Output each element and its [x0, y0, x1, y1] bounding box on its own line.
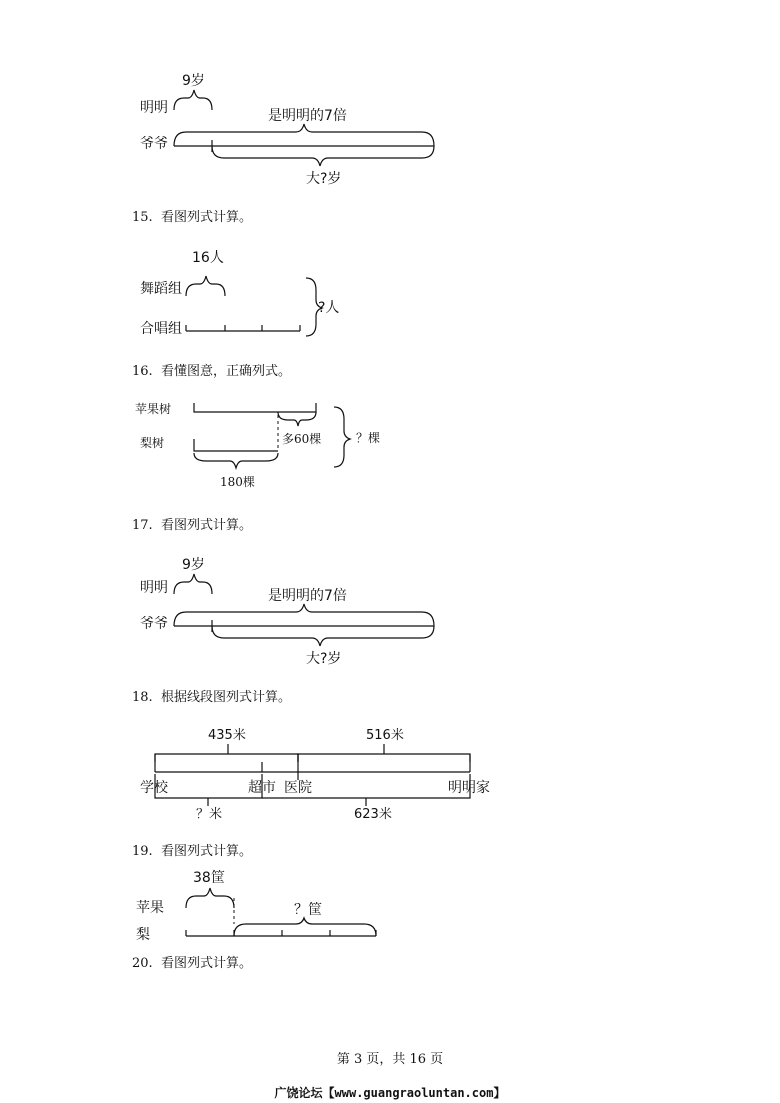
brace-label-9: 9岁 — [182, 73, 205, 89]
question-16: 16. 看懂图意，正确列式。 — [132, 364, 291, 379]
brace-label-7x: 是明明的7倍 — [268, 588, 347, 604]
brace-bottom — [194, 453, 278, 468]
brace-label-question: 大?岁 — [306, 171, 342, 187]
brace-bottom-left — [155, 774, 262, 798]
label-dance: 舞蹈组 — [140, 281, 182, 297]
label-mingming: 明明 — [140, 580, 168, 596]
brace-top-right — [298, 754, 470, 762]
brace-label-total: ?人 — [318, 300, 340, 316]
brace-small — [174, 90, 212, 110]
brace-under — [212, 146, 434, 166]
brace-over — [234, 918, 376, 936]
segment-apple — [194, 403, 316, 412]
question-20: 20. 看图列式计算。 — [132, 956, 252, 971]
brace-right — [334, 407, 350, 467]
brace-small — [186, 276, 225, 296]
label-question: ？米 — [196, 807, 223, 822]
label-apple-tree: 苹果树 — [135, 402, 172, 416]
label-mingming: 明明 — [140, 100, 168, 116]
page-number: 第 3 页，共 16 页 — [336, 1052, 444, 1067]
brace-label-38: 38筐 — [193, 870, 225, 886]
label-home: 明明家 — [448, 780, 490, 796]
label-apple: 苹果 — [136, 900, 164, 916]
question-17: 17. 看图列式计算。 — [132, 518, 252, 533]
label-market: 超市 — [248, 780, 276, 796]
question-19: 19. 看图列式计算。 — [132, 844, 252, 859]
brace-label-16: 16人 — [192, 250, 224, 266]
label-choir: 合唱组 — [140, 321, 182, 337]
diagram-trees — [0, 395, 780, 495]
diagram-age — [0, 554, 780, 674]
brace-small — [174, 574, 212, 594]
label-623: 623米 — [354, 807, 392, 822]
brace-label-180: 180棵 — [220, 475, 255, 489]
brace-small — [186, 888, 234, 908]
label-hospital: 医院 — [284, 780, 312, 796]
question-18: 18. 根据线段图列式计算。 — [132, 690, 291, 705]
label-school: 学校 — [140, 780, 168, 796]
brace-under — [212, 626, 434, 646]
brace-label-9: 9岁 — [182, 557, 205, 573]
label-pear-tree: 梨树 — [140, 436, 165, 450]
label-yeye: 爷爷 — [140, 616, 168, 632]
brace-label-diff: 多60棵 — [282, 432, 322, 446]
brace-diff — [278, 412, 316, 426]
label-516: 516米 — [366, 728, 404, 743]
label-435: 435米 — [208, 728, 246, 743]
brace-label-total: ？棵 — [356, 431, 381, 445]
segment-pear — [194, 439, 278, 451]
brace-label-question: 大?岁 — [306, 651, 342, 667]
site-watermark: 广饶论坛【www.guangraoluntan.com】 — [274, 1086, 506, 1100]
label-pear: 梨 — [136, 927, 150, 943]
brace-over — [174, 604, 434, 626]
diagram-groups — [0, 240, 780, 340]
diagram-baskets — [0, 866, 780, 946]
brace-label-question: ？筐 — [294, 902, 322, 918]
brace-label-7x: 是明明的7倍 — [268, 108, 347, 124]
diagram-route — [0, 722, 780, 832]
brace-top-left — [155, 754, 298, 762]
diagram-age-top — [0, 70, 780, 190]
brace-over — [174, 124, 434, 146]
question-15: 15. 看图列式计算。 — [132, 210, 252, 225]
label-yeye: 爷爷 — [140, 136, 168, 152]
